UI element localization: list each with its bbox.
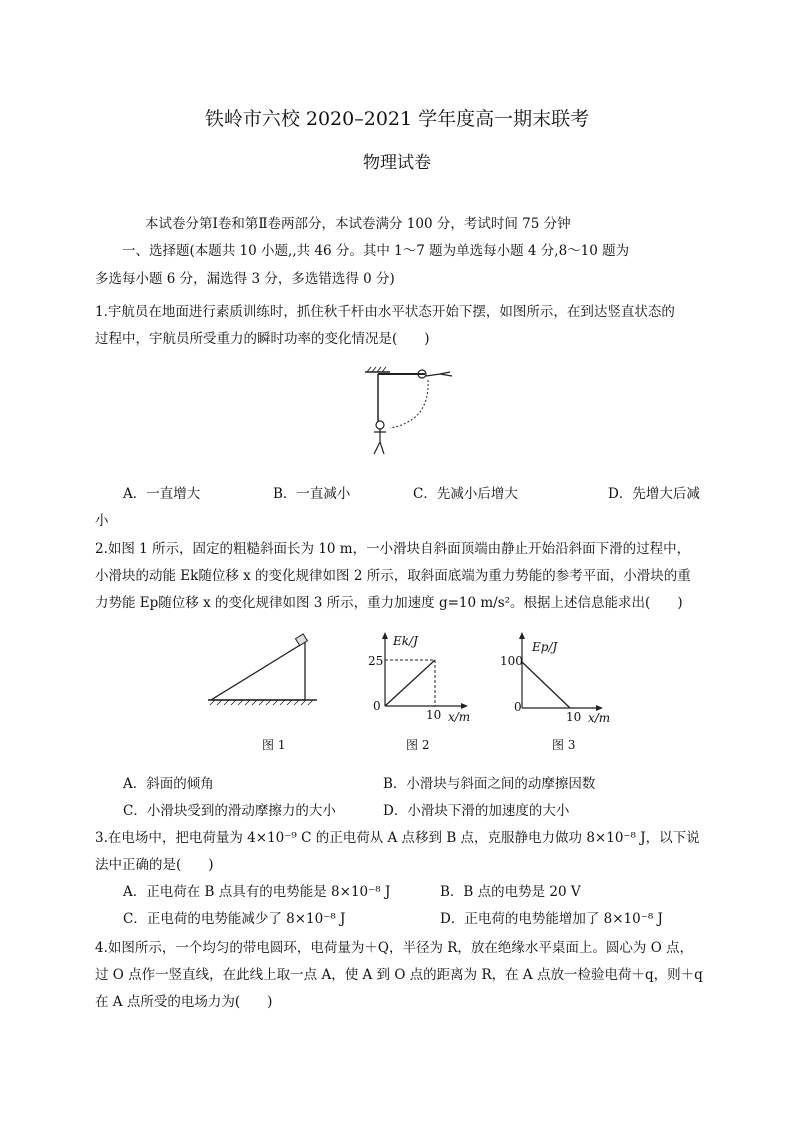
q2-line-1: 2.如图 1 所示，固定的粗糙斜面长为 10 m，一小滑块自斜面顶端由静止开始沿斜面下滑的过程中， [95, 541, 691, 557]
figure-3-x-tick: 10 [566, 710, 582, 724]
figure-3-xlabel: x/m [588, 711, 611, 725]
swing-figure [360, 366, 465, 461]
q1-line-1: 1.宇航员在地面进行素质训练时，抓住秋千杆由水平状态开始下摆，如图所示，在到达竖直状态的 [95, 304, 675, 320]
q2-option-a[interactable]: A．斜面的倾角 [123, 776, 214, 792]
figure-2-origin: 0 [373, 699, 381, 713]
figure-3-origin: 0 [514, 700, 522, 714]
q3-option-c[interactable]: C．正电荷的电势能减少了 8×10⁻⁸ J [123, 911, 346, 927]
figure-2-caption: 图 2 [406, 738, 430, 752]
q2-option-c[interactable]: C．小滑块受到的滑动摩擦力的大小 [123, 803, 336, 819]
q3-option-d[interactable]: D．正电荷的电势能增加了 8×10⁻⁸ J [440, 911, 663, 927]
intro-line-1: 本试卷分第Ⅰ卷和第Ⅱ卷两部分，本试卷满分 100 分，考试时间 75 分钟 [145, 216, 571, 232]
q1-option-c[interactable]: C．先减小后增大 [413, 486, 518, 502]
q3-option-b[interactable]: B．B 点的电势是 20 V [440, 884, 581, 900]
q1-option-d-continuation: 小 [95, 513, 109, 529]
q3-line-1: 3.在电场中，把电荷量为 4×10⁻⁹ C 的正电荷从 A 点移到 B 点，克服静电力做功 8×10⁻⁸ J，以下说 [95, 830, 700, 846]
q1-option-b[interactable]: B．一直减小 [273, 486, 351, 502]
figure-2-ylabel: Ek/J [393, 634, 418, 648]
figure-1-incline [205, 630, 325, 710]
intro-line-3: 多选每小题 6 分，漏选得 3 分，多选错选得 0 分) [95, 271, 395, 287]
exam-title: 铁岭市六校 2020–2021 学年度高一期末联考 [204, 108, 590, 130]
intro-line-2: 一、选择题(本题共 10 小题,,共 46 分。其中 1～7 题为单选每小题 4 分,8～10 题为 [122, 243, 630, 259]
figure-3-y-tick: 100 [500, 654, 523, 668]
figure-2-xlabel: x/m [448, 710, 471, 724]
q2-line-3: 力势能 Ep随位移 x 的变化规律如图 3 所示，重力加速度 g=10 m/s²。根据上述信息能求出( ) [95, 595, 683, 611]
figure-2-y-tick: 25 [368, 654, 384, 668]
q2-option-b[interactable]: B．小滑块与斜面之间的动摩擦因数 [383, 776, 596, 792]
figure-3-ylabel: Ep/J [532, 640, 558, 654]
q4-line-3: 在 A 点所受的电场力为( ) [95, 994, 273, 1010]
q2-option-d[interactable]: D．小滑块下滑的加速度的大小 [383, 803, 570, 819]
q4-line-1: 4.如图所示，一个均匀的带电圆环，电荷量为＋Q，半径为 R，放在绝缘水平桌面上。圆心为 O 点， [95, 940, 694, 956]
figure-3-caption: 图 3 [552, 738, 576, 752]
q1-option-a[interactable]: A．一直增大 [123, 486, 201, 502]
q3-line-2: 法中正确的是( ) [95, 857, 214, 873]
q1-option-d[interactable]: D．先增大后减 [608, 486, 700, 502]
exam-subtitle: 物理试卷 [363, 153, 431, 173]
figure-2-x-tick: 10 [426, 708, 442, 722]
q1-line-2: 过程中，宇航员所受重力的瞬时功率的变化情况是( ) [95, 331, 430, 347]
q2-line-2: 小滑块的动能 Ek随位移 x 的变化规律如图 2 所示，取斜面底端为重力势能的参考平面，小滑块的重 [95, 568, 691, 584]
figure-1-caption: 图 1 [262, 738, 286, 752]
q4-line-2: 过 O 点作一竖直线，在此线上取一点 A，使 A 到 O 点的距离为 R，在 A 点放一检验电荷＋q，则＋q [95, 967, 703, 983]
q3-option-a[interactable]: A．正电荷在 B 点具有的电势能是 8×10⁻⁸ J [123, 884, 391, 900]
